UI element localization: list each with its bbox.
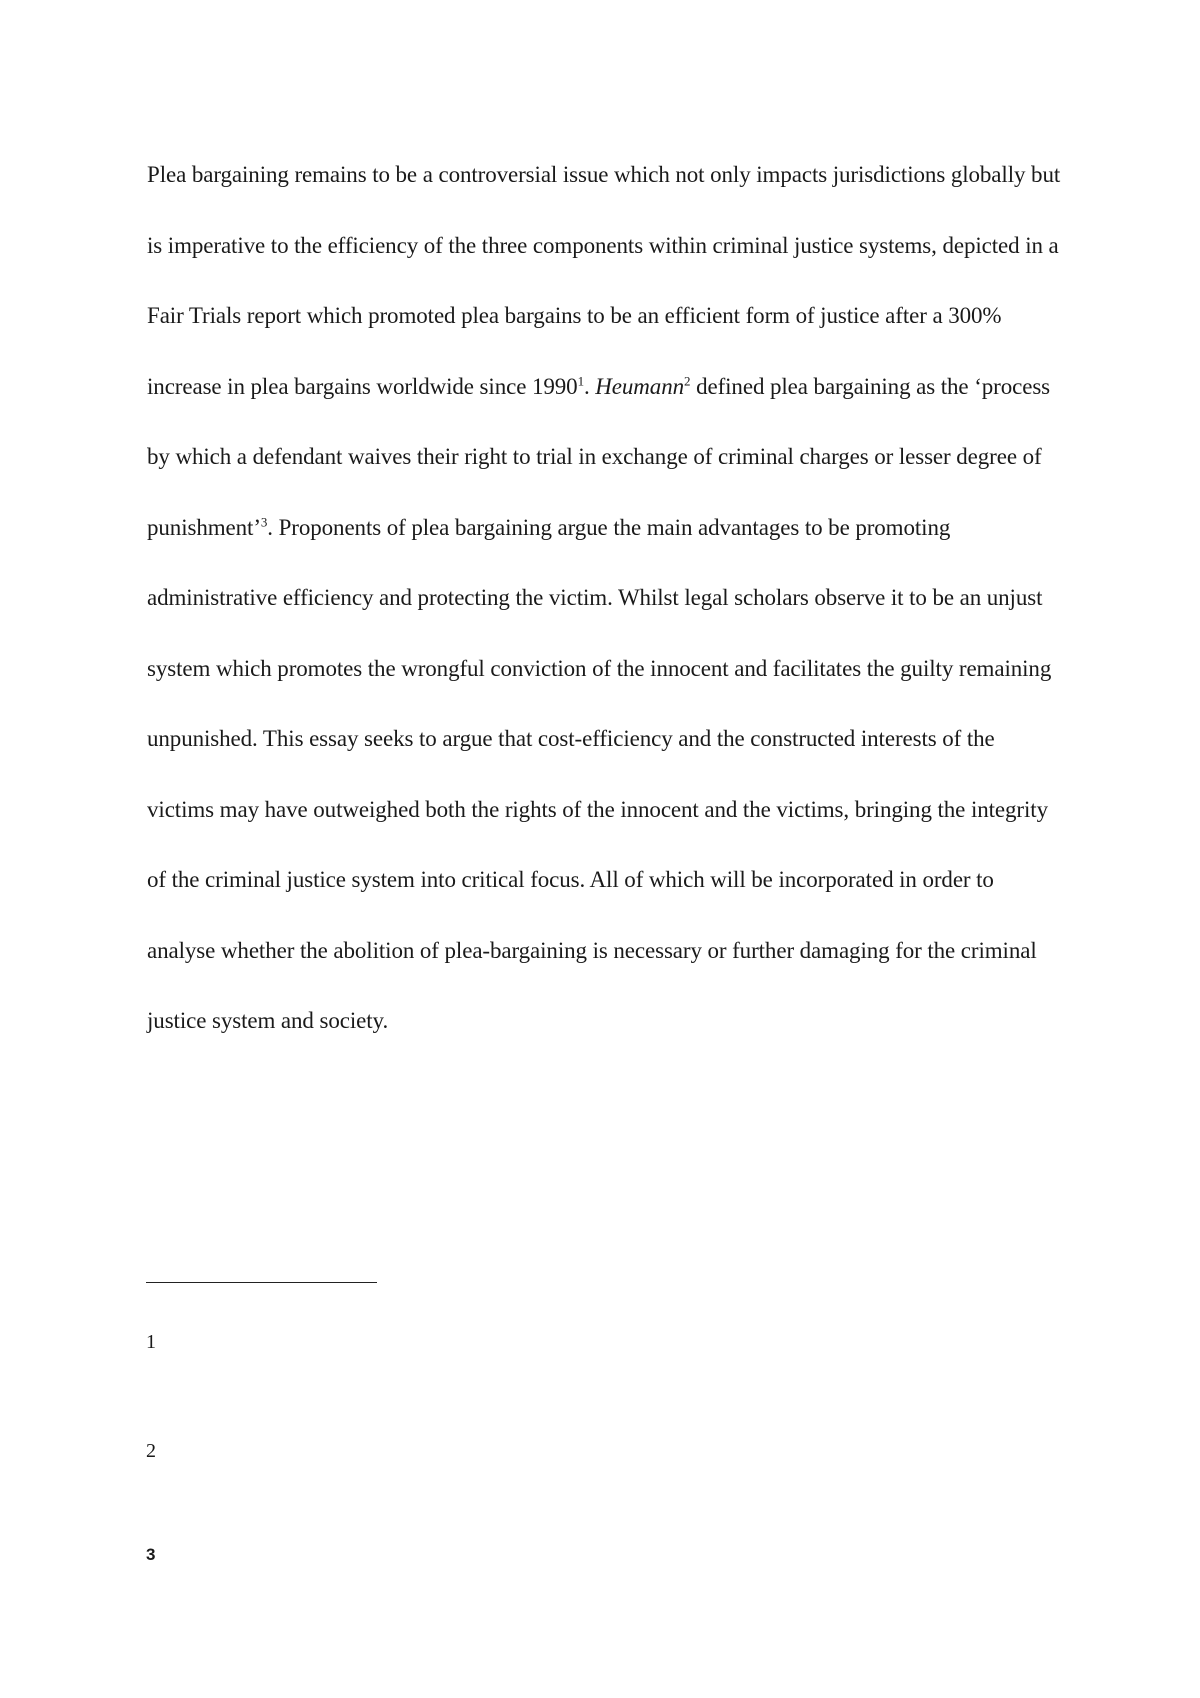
paragraph-text-2: .	[583, 373, 596, 399]
footnote-ref-2[interactable]: 2	[684, 372, 691, 388]
paragraph-text-4: . Proponents of plea bargaining argue the main advantages to be promoting administrative efficiency and protecting the victim. Whilst legal scholars observe it to be an unjust system which promotes the wrongful conviction of the innocent and facilitates the guilty remaining unpunished. This essay seeks to argue that cost-efficiency and the constructed interests of the victims may have outweighed both the rights of the innocent and the victims, bringing the integrity of the criminal justice system into critical focus. All of which will be incorporated in order to analyse whether the abolition of plea-bargaining is necessary or further damaging for the criminal justice system and society.	[147, 514, 1052, 1033]
footnote-number-2: 2	[146, 1440, 156, 1462]
footnote-separator	[146, 1282, 377, 1283]
body-paragraph	[147, 140, 1067, 1057]
cited-author: Heumann	[595, 373, 685, 399]
paragraph-text-1: Plea bargaining remains to be a controversial issue which not only impacts jurisdictions globally but is imperative to the efficiency of the three components within criminal justice systems, depicted in a Fair Trials report which promoted plea bargains to be an efficient form of justice after a 300% increase in plea bargains worldwide since 1990	[147, 162, 1061, 399]
footnote-ref-3[interactable]: 3	[260, 513, 268, 529]
footnote-number-3: 3	[146, 1545, 156, 1564]
footnote-number-1: 1	[146, 1331, 156, 1353]
footnote-ref-1[interactable]: 1	[577, 372, 584, 388]
paragraph-text-3: defined plea bargaining as the ‘process by which a defendant waives their right to trial in exchange of criminal charges or lesser degree of punishment’	[147, 373, 1051, 540]
